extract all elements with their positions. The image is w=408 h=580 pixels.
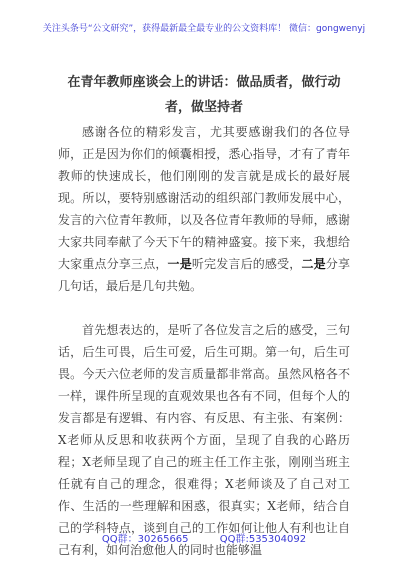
paragraph-2: 首先想表达的，是听了各位发言之后的感受，三句话，后生可畏，后生可爱，后生可期。第一句，后生可畏。今天六位老师的发言质量都非常高。虽然风格各不一样，课件所呈现的直观效果也各有不同，但每个人的发言都是有逻辑、有内容、有反思、有主张、有案例：X老师从反思和收获两个方面，呈现了自我的心路历程；X老师呈现了自己的班主任工作主张，刚刚当班主任就有自己的理念，很难得；X老师谈及了自己对工作、生活的一些理解和困惑，很真实；X老师，结合自己的学科特点，谈到自己的工作如何让他人有利也让自己有利，如何治愈他人的同时也能够温 (58, 323, 350, 557)
paragraph-1-text-a: 感谢各位的精彩发言，尤其要感谢我们的各位导师，正是因为你们的倾囊相授，悉心指导，才有了青年教师的快速成长，他们刚刚的发言就是成长的最好展现。所以，要特别感谢活动的组织部门教师发展中心，发言的六位青年教师，以及各位青年教师的导师，感谢大家共同奉献了今天下午的精神盛宴。接下来，我想给大家重点分享三点， (58, 125, 350, 271)
footer-qq-groups (0, 534, 408, 546)
paragraph-1-text-b: 听完发言后的感受， (191, 257, 302, 271)
paragraph-1-bold-1: 一是 (167, 257, 192, 271)
paragraph-1-text-c: 分享几句话，最后是几句共勉。 (58, 257, 350, 293)
footer-qq-group-2: QQ群:535304092 (219, 534, 307, 545)
header-promo-note: 关注头条号“公文研究”，获得最新最全最专业的公文资料库！ 微信：gongwenyj (42, 24, 366, 34)
paragraph-1 (58, 121, 350, 297)
paragraph-1-bold-2: 二是 (301, 257, 326, 271)
document-body (58, 121, 350, 561)
footer-qq-group-1: QQ群：30265665 (101, 534, 189, 545)
document-title: 在青年教师座谈会上的讲话：做品质者，做行动者，做坚持者 (67, 75, 341, 115)
paragraph-gap (58, 297, 350, 319)
